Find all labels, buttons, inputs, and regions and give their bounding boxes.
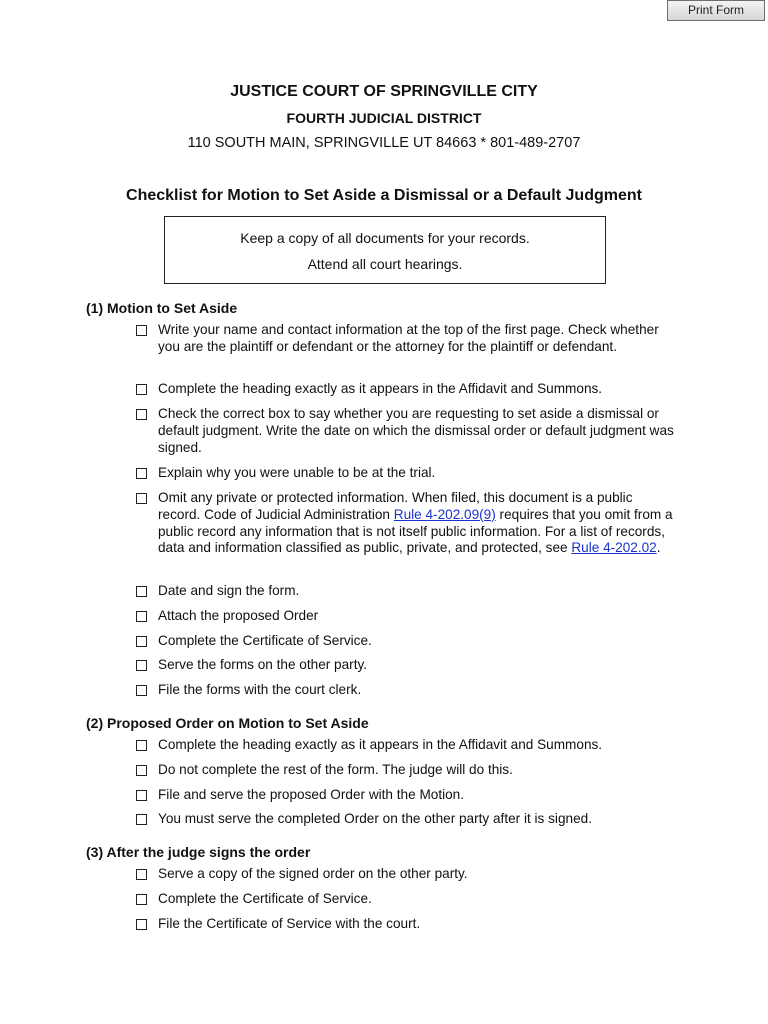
notice-line-hearings: Attend all court hearings. xyxy=(307,256,463,272)
checklist-item xyxy=(136,490,676,557)
checkbox[interactable] xyxy=(136,869,147,880)
checklist-item-text: Date and sign the form. xyxy=(158,583,300,598)
checkbox[interactable] xyxy=(136,765,147,776)
checklist-item-text: Complete the heading exactly as it appears in the Affidavit and Summons. xyxy=(158,737,603,752)
checkbox[interactable] xyxy=(136,685,147,696)
checklist-item-text: Check the correct box to say whether you are requesting to set aside a dismissal or default judgment. Write the date on which the dismissal order or default judgment was signed. xyxy=(158,406,674,455)
checkbox[interactable] xyxy=(136,790,147,801)
checklist-item xyxy=(136,682,676,699)
section-title-proposed-order: (2) Proposed Order on Motion to Set Aside xyxy=(86,715,369,731)
court-name: JUSTICE COURT OF SPRINGVILLE CITY xyxy=(230,83,538,100)
checklist-item-text: Complete the heading exactly as it appears in the Affidavit and Summons. xyxy=(158,381,603,396)
checkbox[interactable] xyxy=(136,611,147,622)
checklist-item xyxy=(136,406,676,456)
checklist-item xyxy=(136,465,676,482)
checkbox[interactable] xyxy=(136,814,147,825)
checklist-item-text: Write your name and contact information at the top of the first page. Check whether you are the plaintiff or defendant or the attorney for the plaintiff or defendant. xyxy=(158,322,659,354)
checklist-item-text: Attach the proposed Order xyxy=(158,608,319,623)
checkbox[interactable] xyxy=(136,409,147,420)
checkbox[interactable] xyxy=(136,493,147,504)
checkbox[interactable] xyxy=(136,636,147,647)
checklist-item xyxy=(136,787,676,804)
district-name: FOURTH JUDICIAL DISTRICT xyxy=(286,110,482,126)
checkbox[interactable] xyxy=(136,894,147,905)
checklist-item xyxy=(136,657,676,674)
checklist-item xyxy=(136,762,676,779)
checklist-item-text: Do not complete the rest of the form. The judge will do this. xyxy=(158,762,513,777)
checklist-item xyxy=(136,737,676,754)
checklist-item xyxy=(136,866,676,883)
checklist-item xyxy=(136,608,676,625)
checklist-item-text: Complete the Certificate of Service. xyxy=(158,891,372,906)
checklist-item-text: You must serve the completed Order on the other party after it is signed. xyxy=(158,811,592,826)
checklist-item-text: File the forms with the court clerk. xyxy=(158,682,362,697)
checklist-item-text: Serve the forms on the other party. xyxy=(158,657,368,672)
checklist-item xyxy=(136,583,676,600)
notice-box xyxy=(164,216,606,284)
checkbox[interactable] xyxy=(136,919,147,930)
checkbox[interactable] xyxy=(136,660,147,671)
checklist-item xyxy=(136,811,676,828)
checklist-item xyxy=(136,381,676,398)
print-form-button[interactable]: Print Form xyxy=(667,0,765,21)
checkbox[interactable] xyxy=(136,468,147,479)
checklist-item xyxy=(136,633,676,650)
checklist-item-text: Complete the Certificate of Service. xyxy=(158,633,372,648)
checklist-item-text: Omit any private or protected information. When filed, this document is a public record. Code of Judicial Administration Rule 4-202.09(9) requires that you omit from a public record any information that is not itself public information. For a list of records, data and information classified as public, private, and protected, see Rule 4-202.02. xyxy=(158,490,673,556)
checkbox[interactable] xyxy=(136,325,147,336)
rule-4-202-02-link[interactable]: Rule 4-202.02 xyxy=(571,540,657,556)
checkbox[interactable] xyxy=(136,740,147,751)
notice-line-copy: Keep a copy of all documents for your records. xyxy=(240,230,530,246)
checklist-item-text: File the Certificate of Service with the court. xyxy=(158,916,421,931)
court-address: 110 SOUTH MAIN, SPRINGVILLE UT 84663 * 801-489-2707 xyxy=(187,135,581,151)
checkbox[interactable] xyxy=(136,384,147,395)
checklist-item xyxy=(136,322,676,356)
checklist-item-text: Explain why you were unable to be at the trial. xyxy=(158,465,436,480)
rule-4-202-09-link[interactable]: Rule 4-202.09(9) xyxy=(393,506,496,522)
checkbox[interactable] xyxy=(136,586,147,597)
page-title: Checklist for Motion to Set Aside a Dismissal or a Default Judgment xyxy=(126,187,642,204)
checklist-item-text: Serve a copy of the signed order on the other party. xyxy=(158,866,468,881)
section-title-after-signing: (3) After the judge signs the order xyxy=(86,844,311,860)
checklist-item-text: File and serve the proposed Order with the Motion. xyxy=(158,787,465,802)
section-title-motion: (1) Motion to Set Aside xyxy=(86,300,238,316)
checklist-item xyxy=(136,916,676,933)
checklist-item xyxy=(136,891,676,908)
